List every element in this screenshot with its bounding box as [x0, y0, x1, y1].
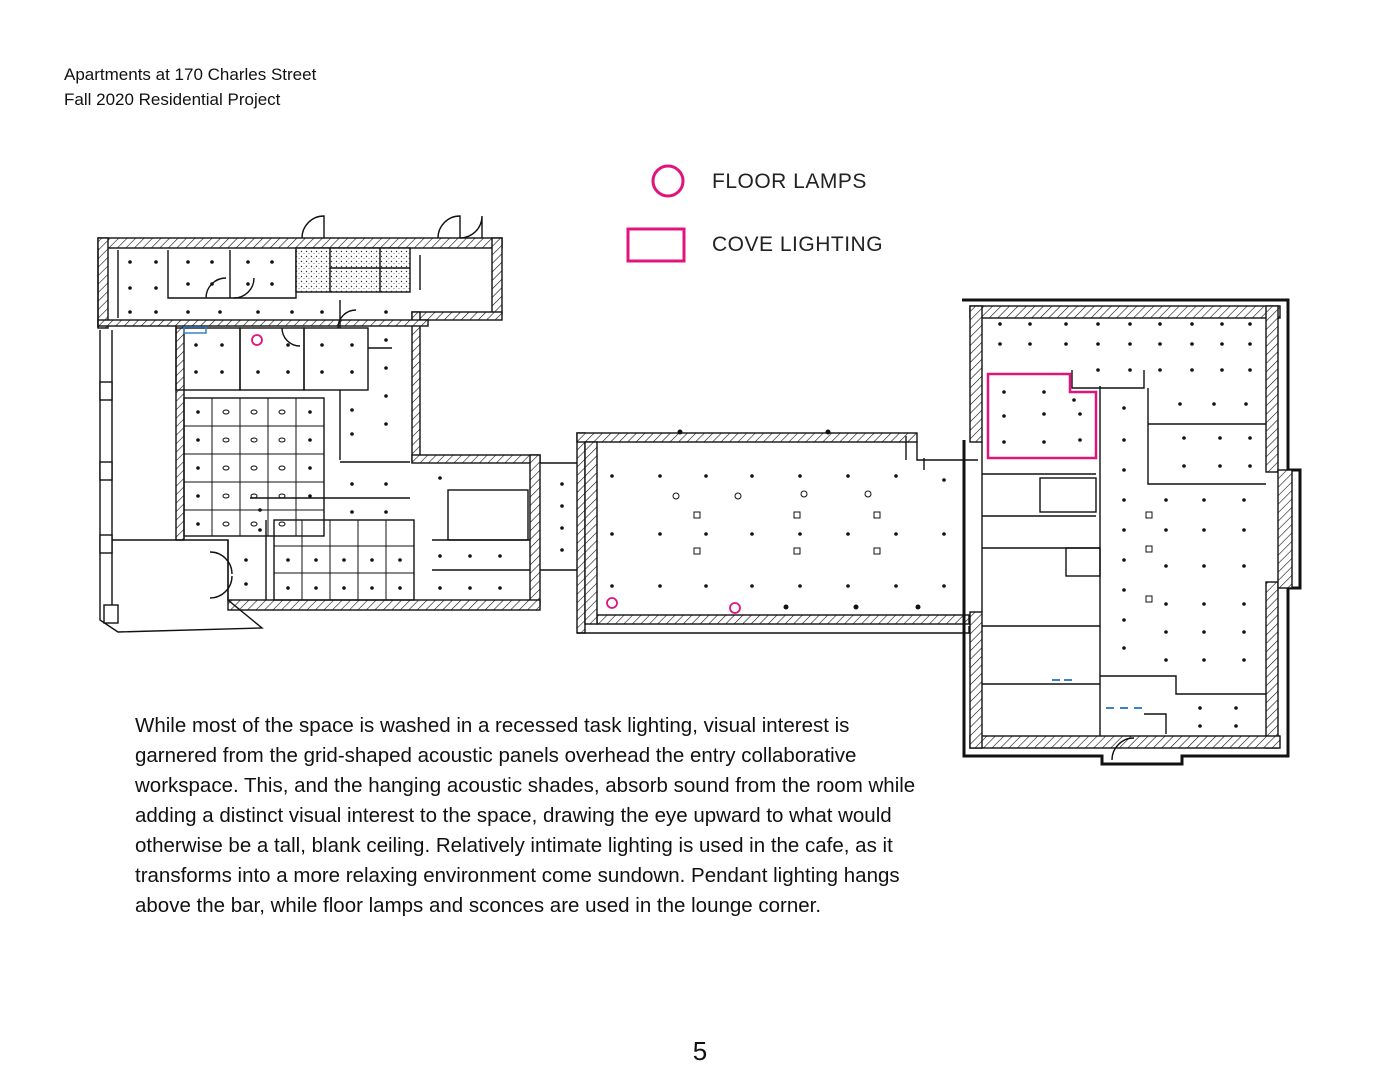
page-number: 5: [692, 1036, 708, 1066]
grid-panel-pendants: [223, 410, 285, 526]
acoustic-panel-grid: [184, 398, 414, 600]
project-title: Apartments at 170 Charles Street: [64, 65, 317, 84]
legend-label-cove-lighting: COVE LIGHTING: [712, 233, 884, 256]
floor-lamp-marker-cafe-2: [730, 603, 740, 613]
center-wing: [577, 433, 978, 633]
floor-lamp-marker-cafe-1: [607, 598, 617, 608]
project-subtitle: Fall 2020 Residential Project: [64, 90, 281, 109]
cafe-pendants: [673, 491, 880, 554]
left-wing: [98, 216, 540, 632]
right-wing-recessed-lights: [998, 322, 1252, 728]
description-paragraph: While most of the space is washed in a recessed task lighting, visual interest is garnered from the grid-shaped acoustic panels overhead the entry collaborative workspace. This, and the hanging acoustic shades, absorb sound from the room while adding a distinct visual interest to the space, drawing the eye upward to what would otherwise be a tall, blank ceiling. Relatively intimate lighting is used in the cafe, as it transforms into a more relaxing environment come sundown. Pendant lighting hangs above the bar, while floor lamps and sconces are used in the lounge corner.: [135, 714, 916, 917]
legend-label-floor-lamps: FLOOR LAMPS: [712, 170, 867, 193]
cafe-recessed-lights: [610, 430, 946, 610]
floor-lamp-marker: [252, 335, 262, 345]
